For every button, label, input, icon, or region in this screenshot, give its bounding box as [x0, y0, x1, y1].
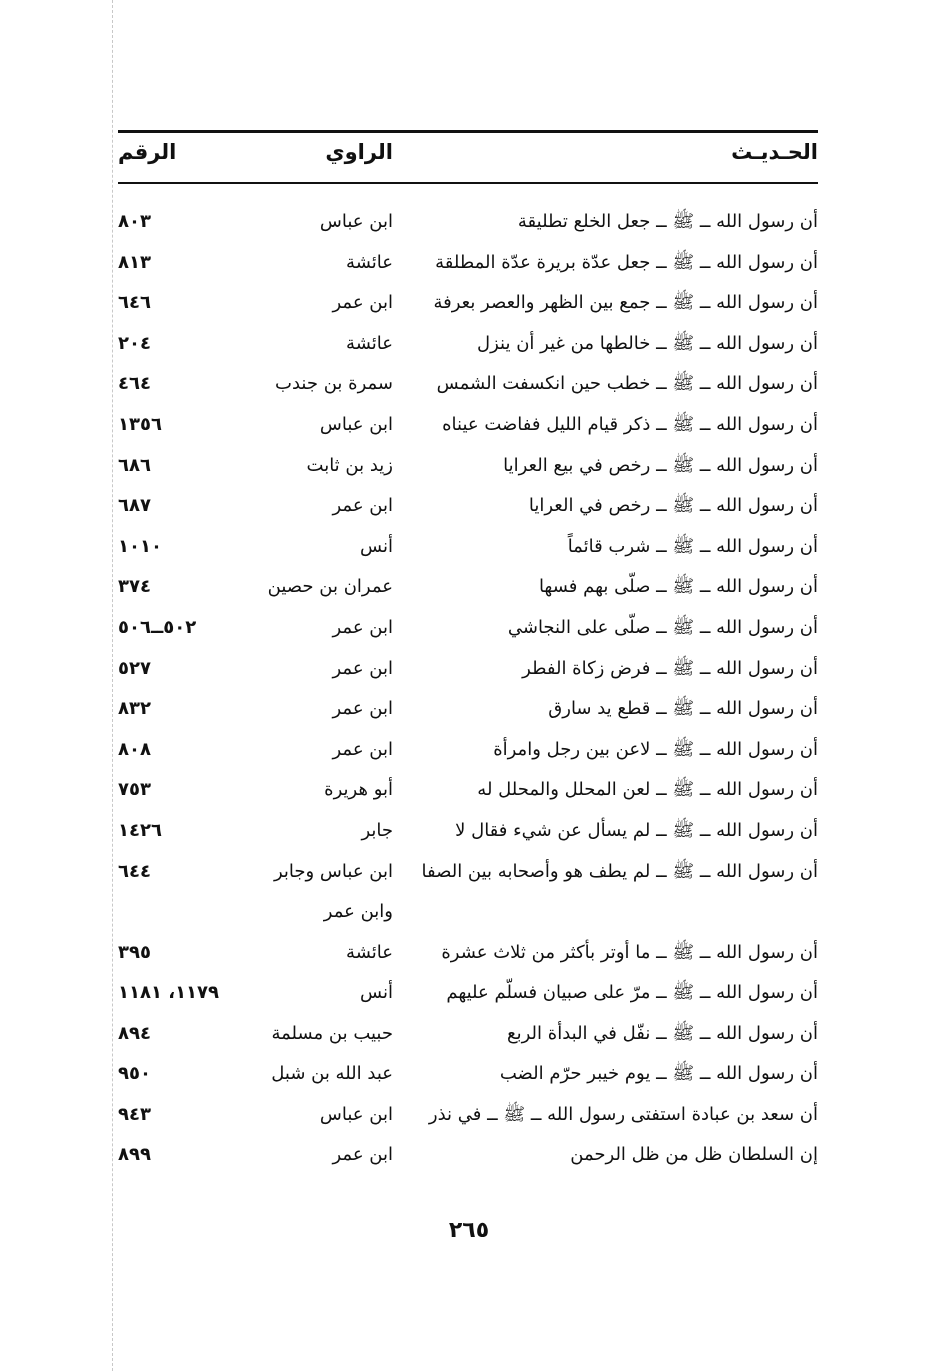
table-row — [118, 1095, 818, 1136]
rawi-name: ابن عمر — [332, 616, 393, 638]
table-row — [118, 283, 818, 324]
hadith-text: أن رسول الله ــ ﷺ ــ صلّى على النجاشي — [507, 616, 818, 638]
hadith-number: ٨٩٩ — [118, 1144, 151, 1166]
table-row — [118, 324, 818, 365]
table-row — [118, 649, 818, 690]
rawi-name: سمرة بن جندب — [275, 373, 393, 395]
hadith-number: ٨١٣ — [118, 251, 151, 273]
table-row — [118, 811, 818, 852]
hadith-number: ٥٢٧ — [118, 657, 151, 679]
header-number: الرقم — [118, 140, 177, 164]
hadith-number: ٨٩٤ — [118, 1022, 151, 1044]
hadith-text: أن رسول الله ــ ﷺ ــ ما أوتر بأكثر من ثلاث عشرة — [441, 941, 818, 963]
top-rule — [118, 130, 818, 133]
hadith-text: أن رسول الله ــ ﷺ ــ شرب قائماً — [567, 535, 818, 557]
hadith-text: أن رسول الله ــ ﷺ ــ لعن المحلل والمحلل له — [477, 779, 818, 801]
rawi-name: حبيب بن مسلمة — [271, 1022, 393, 1044]
rawi-name: ابن عباس — [319, 211, 393, 232]
binding-margin-line — [112, 0, 113, 1371]
header-hadith: الحـديـث — [731, 140, 818, 164]
rawi-name-continued: وابن عمر — [323, 901, 393, 923]
hadith-text: أن رسول الله ــ ﷺ ــ رخص في العرايا — [528, 495, 818, 517]
table-row — [118, 770, 818, 811]
hadith-number: ١٤٢٦ — [118, 819, 162, 841]
table-header — [118, 140, 818, 178]
hadith-number: ١٣٥٦ — [118, 413, 162, 435]
table-row — [118, 243, 818, 284]
hadith-number: ٢٠٤ — [118, 332, 151, 354]
hadith-number: ٣٧٤ — [118, 576, 151, 598]
rawi-name: ابن عباس وجابر — [273, 860, 393, 882]
table-row — [118, 1014, 818, 1055]
hadith-text: أن رسول الله ــ ﷺ ــ لاعن بين رجل وامرأة — [493, 738, 818, 760]
rawi-name: ابن عمر — [332, 292, 393, 314]
hadith-number: ٦٤٦ — [118, 292, 151, 314]
table-row — [118, 933, 818, 974]
hadith-text: أن رسول الله ــ ﷺ ــ جعل عدّة بريرة عدّة المطلقة — [435, 251, 818, 273]
hadith-number: ٨٠٨ — [118, 738, 151, 760]
table-row — [118, 527, 818, 568]
table-row — [118, 852, 818, 933]
rawi-name: ابن عمر — [332, 1144, 393, 1166]
table-row — [118, 446, 818, 487]
table-row — [118, 405, 818, 446]
hadith-number: ٤٦٤ — [118, 373, 151, 395]
table-row — [118, 202, 818, 243]
hadith-number: ٣٩٥ — [118, 941, 151, 963]
hadith-text: أن رسول الله ــ ﷺ ــ ذكر قيام الليل ففاضت عيناه — [442, 413, 818, 435]
hadith-number: ٦٤٤ — [118, 860, 151, 882]
table-row — [118, 567, 818, 608]
rawi-name: أبو هريرة — [324, 779, 393, 801]
rawi-name: ابن عباس — [319, 413, 393, 435]
header-rawi: الراوي — [325, 140, 393, 164]
table-row — [118, 1054, 818, 1095]
hadith-number: ٩٥٠ — [118, 1063, 151, 1085]
hadith-text: أن رسول الله ــ ﷺ ــ مرّ على صبيان فسلّم عليهم — [446, 982, 818, 1004]
table-row — [118, 608, 818, 649]
rawi-name: أنس — [360, 535, 393, 557]
table-row — [118, 1135, 818, 1176]
hadith-text: أن رسول الله ــ ﷺ ــ قطع يد سارق — [548, 698, 818, 720]
rawi-name: عبد الله بن شبل — [271, 1063, 393, 1085]
table-row — [118, 689, 818, 730]
rawi-name: ابن عباس — [319, 1103, 393, 1125]
hadith-text: إن السلطان ظل من ظل الرحمن — [570, 1144, 818, 1166]
hadith-number: ٧٥٣ — [118, 779, 151, 801]
hadith-number: ٥٠٢ــ٥٠٦ — [118, 616, 197, 638]
rawi-name: عائشة — [346, 941, 393, 963]
hadith-number: ٦٨٧ — [118, 495, 151, 517]
rawi-name: عمران بن حصين — [267, 576, 393, 598]
hadith-number: ١١٧٩، ١١٨١ — [118, 982, 220, 1004]
hadith-number: ٨٣٢ — [118, 698, 151, 720]
rawi-name: جابر — [361, 819, 393, 841]
hadith-text: أن سعد بن عبادة استفتى رسول الله ــ ﷺ ــ في نذر — [428, 1103, 818, 1125]
hadith-text: أن رسول الله ــ ﷺ ــ لم يطف هو وأصحابه بين الصفا — [421, 860, 818, 882]
header-rule — [118, 182, 818, 184]
rawi-name: زيد بن ثابت — [306, 454, 393, 476]
hadith-text: أن رسول الله ــ ﷺ ــ جمع بين الظهر والعصر بعرفة — [433, 292, 818, 314]
page-number: ٢٦٥ — [448, 1218, 490, 1243]
rawi-name: ابن عمر — [332, 738, 393, 760]
table-row — [118, 973, 818, 1014]
hadith-number: ٦٨٦ — [118, 454, 151, 476]
rawi-name: عائشة — [346, 251, 393, 273]
hadith-text: أن رسول الله ــ ﷺ ــ خالطها من غير أن ينزل — [477, 332, 818, 354]
rawi-name: ابن عمر — [332, 657, 393, 679]
table-row — [118, 730, 818, 771]
rawi-name: ابن عمر — [332, 698, 393, 720]
hadith-text: أن رسول الله ــ ﷺ ــ جعل الخلع تطليقة — [517, 211, 818, 232]
rawi-name: ابن عمر — [332, 495, 393, 517]
hadith-text: أن رسول الله ــ ﷺ ــ لم يسأل عن شيء فقال لا — [455, 819, 818, 841]
hadith-number: ١٠١٠ — [118, 535, 162, 557]
table-body — [118, 202, 818, 1176]
hadith-text: أن رسول الله ــ ﷺ ــ خطب حين انكسفت الشمس — [436, 373, 818, 395]
hadith-text: أن رسول الله ــ ﷺ ــ نفّل في البدأة الربع — [507, 1022, 818, 1044]
table-row — [118, 486, 818, 527]
hadith-number: ٩٤٣ — [118, 1103, 151, 1125]
hadith-text: أن رسول الله ــ ﷺ ــ يوم خيبر حرّم الضب — [499, 1063, 818, 1085]
rawi-name: أنس — [360, 982, 393, 1004]
rawi-name: عائشة — [346, 332, 393, 354]
hadith-text: أن رسول الله ــ ﷺ ــ فرض زكاة الفطر — [522, 657, 818, 679]
table-row — [118, 364, 818, 405]
hadith-number: ٨٠٣ — [118, 211, 151, 232]
hadith-text: أن رسول الله ــ ﷺ ــ رخص في بيع العرايا — [503, 454, 818, 476]
hadith-text: أن رسول الله ــ ﷺ ــ صلّى بهم فسها — [538, 576, 818, 598]
